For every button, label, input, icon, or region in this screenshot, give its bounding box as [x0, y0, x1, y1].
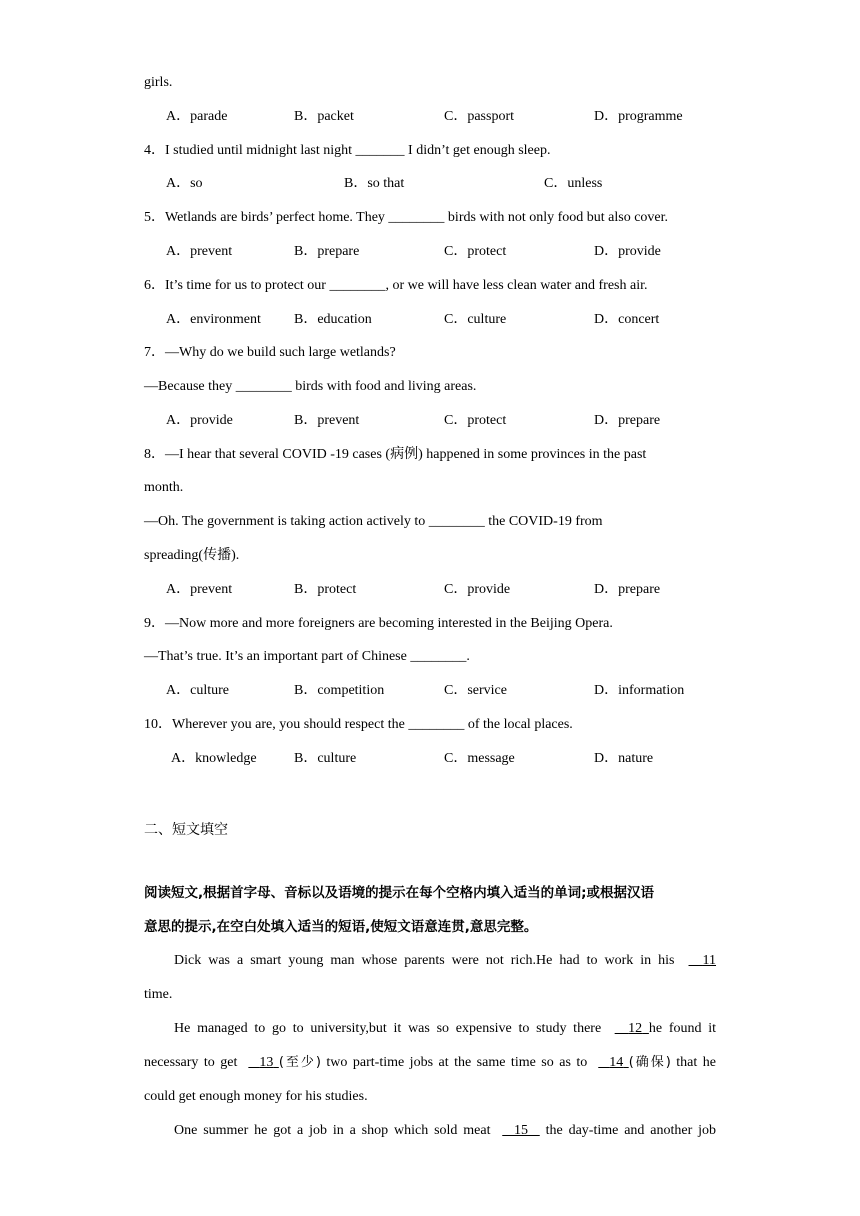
q4-option-c: C．unless	[544, 176, 603, 191]
q4-option-a: A．so	[166, 176, 203, 191]
hint-13: (至少)	[278, 1055, 321, 1070]
q9-line2: —That’s true. It’s an important part of Chinese ________.	[144, 649, 470, 664]
q9-option-c: C．service	[444, 683, 507, 698]
q8-option-a: A．prevent	[166, 582, 233, 597]
q4-stem: 4．I studied until midnight last night _______ I didn’t get enough sleep.	[144, 143, 551, 158]
q8-option-c: C．provide	[444, 582, 511, 597]
q5-stem: 5．Wetlands are birds’ perfect home. They ________ birds with not only food but also cover.	[144, 210, 669, 225]
q8-line1: 8．—I hear that several COVID -19 cases (病例) happened in some provinces in the past	[144, 447, 647, 462]
blank-number: 13	[259, 1055, 274, 1070]
q6-option-b: B．education	[294, 312, 372, 327]
q9-option-a: A．culture	[166, 683, 229, 698]
passage-p3-line1	[174, 1121, 716, 1141]
q5-option-b: B．prepare	[294, 244, 360, 259]
blank-number: 11	[702, 953, 717, 968]
section-title: 二、短文填空	[144, 822, 228, 838]
q8-line3: —Oh. The government is taking action actively to ________ the COVID-19 from	[144, 514, 603, 529]
q10-option-d: D．nature	[594, 751, 654, 766]
passage-text: necessary to get	[144, 1055, 238, 1070]
passage-text: that he	[676, 1055, 716, 1070]
passage-text: Dick was a smart young man whose parents were not rich.He had to work in his	[174, 953, 675, 968]
passage-text: He managed to go to university,but it was so expensive to study there	[174, 1021, 602, 1036]
q10-option-c: C．message	[444, 751, 515, 766]
q5-option-c: C．protect	[444, 244, 507, 259]
q3-option-c: C．passport	[444, 109, 514, 124]
passage-p2-line1	[174, 1019, 716, 1039]
q6-option-a: A．environment	[166, 312, 261, 327]
q5-option-d: D．provide	[594, 244, 661, 259]
q8-line2: month.	[144, 480, 184, 495]
passage-p2-line3: could get enough money for his studies.	[144, 1089, 368, 1104]
blank-number: 15	[514, 1123, 528, 1138]
q7-option-c: C．protect	[444, 413, 507, 428]
q3-tail: girls.	[144, 75, 173, 90]
q4-option-b: B．so that	[344, 176, 405, 191]
q9-option-b: B．competition	[294, 683, 385, 698]
passage-text: he found it	[648, 1021, 717, 1036]
instruction-line1: 阅读短文,根据首字母、音标以及语境的提示在每个空格内填入适当的单词;或根据汉语	[144, 885, 655, 901]
q9-option-d: D．information	[594, 683, 685, 698]
passage-text: One summer he got a job in a shop which sold meat	[174, 1123, 491, 1138]
q5-option-a: A．prevent	[166, 244, 233, 259]
q8-line4: spreading(传播).	[144, 548, 240, 563]
hint-14: (确保)	[628, 1055, 671, 1070]
q6-stem: 6．It’s time for us to protect our ________, or we will have less clean water and fresh air.	[144, 278, 648, 293]
q3-option-a: A．parade	[166, 109, 228, 124]
blank-14[interactable]	[598, 1055, 628, 1070]
passage-p1-line2: time.	[144, 987, 173, 1002]
q6-option-c: C．culture	[444, 312, 507, 327]
q7-line1: 7．—Why do we build such large wetlands?	[144, 345, 396, 360]
q7-option-d: D．prepare	[594, 413, 661, 428]
q7-option-b: B．prevent	[294, 413, 360, 428]
blank-15[interactable]	[502, 1123, 540, 1138]
q6-option-d: D．concert	[594, 312, 660, 327]
blank-13[interactable]	[248, 1055, 278, 1070]
blank-number: 14	[609, 1055, 624, 1070]
instruction-line2: 意思的提示,在空白处填入适当的短语,使短文语意连贯,意思完整。	[144, 919, 538, 935]
q10-option-b: B．culture	[294, 751, 357, 766]
q8-option-b: B．protect	[294, 582, 357, 597]
q10-stem: 10．Wherever you are, you should respect the ________ of the local places.	[144, 717, 573, 732]
q7-line2: —Because they ________ birds with food and living areas.	[144, 379, 477, 394]
blank-11[interactable]	[689, 953, 717, 968]
passage-p1-line1	[174, 951, 716, 971]
q9-line1: 9．—Now more and more foreigners are becoming interested in the Beijing Opera.	[144, 616, 613, 631]
q8-option-d: D．prepare	[594, 582, 661, 597]
passage-p2-line2	[144, 1053, 716, 1073]
blank-number: 12	[628, 1021, 643, 1036]
q3-option-d: D．programme	[594, 109, 683, 124]
q10-option-a: A．knowledge	[171, 751, 257, 766]
passage-text: the day-time and another job	[545, 1123, 717, 1138]
q7-option-a: A．provide	[166, 413, 233, 428]
blank-12[interactable]	[615, 1021, 649, 1036]
passage-text: two part-time jobs at the same time so as to	[326, 1055, 588, 1070]
q3-option-b: B．packet	[294, 109, 354, 124]
